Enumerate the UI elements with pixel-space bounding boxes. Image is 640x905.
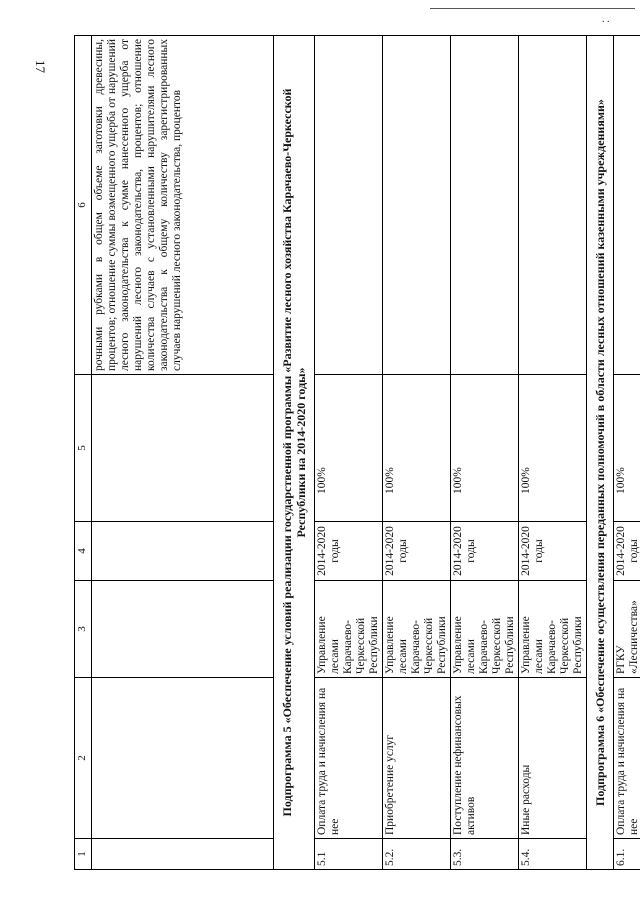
cell-empty [92, 522, 274, 581]
row-executor: РГКУ «Лесничества» [614, 581, 640, 678]
subprogram5-title: Подпрограмма 5 «Обеспечение условий реализации государственной программы «Развитие лесного хозяйства Карачаево-Черкесской Республики на 2014-2020 годы» [274, 36, 315, 870]
row-name: Оплата труда и начисления на нее [614, 678, 640, 839]
subprogram6-title-row [587, 36, 614, 870]
row-name: Оплата труда и начисления на нее [315, 678, 383, 839]
row-period: 2014-2020 годы [519, 522, 587, 581]
row-value-cell [383, 375, 451, 522]
row-value-cell [519, 375, 587, 522]
row-executor: Управление лесами Карачаево-Черкесской Республики [451, 581, 519, 678]
continued-row [92, 36, 274, 870]
table-row [614, 36, 640, 870]
row-number: 5.3. [451, 839, 519, 870]
row-name: Поступление нефинансовых активов [451, 678, 519, 839]
rotated-table-sheet [74, 35, 640, 870]
row-value-cell [451, 375, 519, 522]
row-number: 6.1. [614, 839, 640, 870]
table-row [519, 36, 587, 870]
top-rule [430, 8, 635, 9]
cell-empty [451, 36, 519, 375]
row-value: 100% [520, 467, 532, 494]
row-name: Приобретение услуг [383, 678, 451, 839]
row-executor: Управление лесами Карачаево-Черкесской Республики [315, 581, 383, 678]
row-value-cell [315, 375, 383, 522]
row-value: 100% [384, 467, 396, 494]
table-row [315, 36, 383, 870]
row-period: 2014-2020 годы [315, 522, 383, 581]
program-table [74, 35, 640, 870]
table-row [383, 36, 451, 870]
row-period: 2014-2020 годы [614, 522, 640, 581]
row-number: 5.1 [315, 839, 383, 870]
header-col-6: 6 [75, 36, 92, 375]
subprogram6-title: Подпрограмма 6 «Обеспечение осуществления переданных полномочий в области лесных отношений казенными учреждениями» [587, 36, 614, 870]
row-value: 100% [615, 467, 627, 494]
cell-empty [383, 36, 451, 375]
row-value-cell [614, 375, 640, 522]
header-col-3: 3 [75, 581, 92, 678]
subprogram5-title-row [274, 36, 315, 870]
table-row [451, 36, 519, 870]
cell-empty [92, 839, 274, 870]
header-col-2: 2 [75, 678, 92, 839]
row-executor: Управление лесами Карачаево-Черкесской Республики [383, 581, 451, 678]
corner-mark: . . [602, 14, 610, 25]
row-name: Иные расходы [519, 678, 587, 839]
header-col-5: 5 [75, 375, 92, 522]
cell-empty [92, 678, 274, 839]
cell-empty [519, 36, 587, 375]
row-number: 5.4. [519, 839, 587, 870]
cell-empty [315, 36, 383, 375]
header-col-1: 1 [75, 839, 92, 870]
row-executor: Управление лесами Карачаево-Черкесской Республики [519, 581, 587, 678]
header-row [75, 36, 92, 870]
cell-empty [92, 375, 274, 522]
row-period: 2014-2020 годы [383, 522, 451, 581]
row-number: 5.2. [383, 839, 451, 870]
row-value: 100% [452, 467, 464, 494]
row-value: 100% [316, 467, 328, 494]
indicator-text-cell: рочными рубками в общем объеме заготовки древесины, процентов; отношение суммы возмещенного ущерба от нарушений лесного законодательства к сумме нанесенного ущерба от нарушений лесного законодательства, процентов; отношение количества случаев с установленными нарушителями лесного законодательства к общему количеству зарегистрированных случаев нарушений лесного законодательства, процентов [92, 36, 274, 375]
cell-empty [614, 36, 640, 375]
page-number: 17 [33, 60, 48, 73]
header-col-4: 4 [75, 522, 92, 581]
row-period: 2014-2020 годы [451, 522, 519, 581]
cell-empty [92, 581, 274, 678]
